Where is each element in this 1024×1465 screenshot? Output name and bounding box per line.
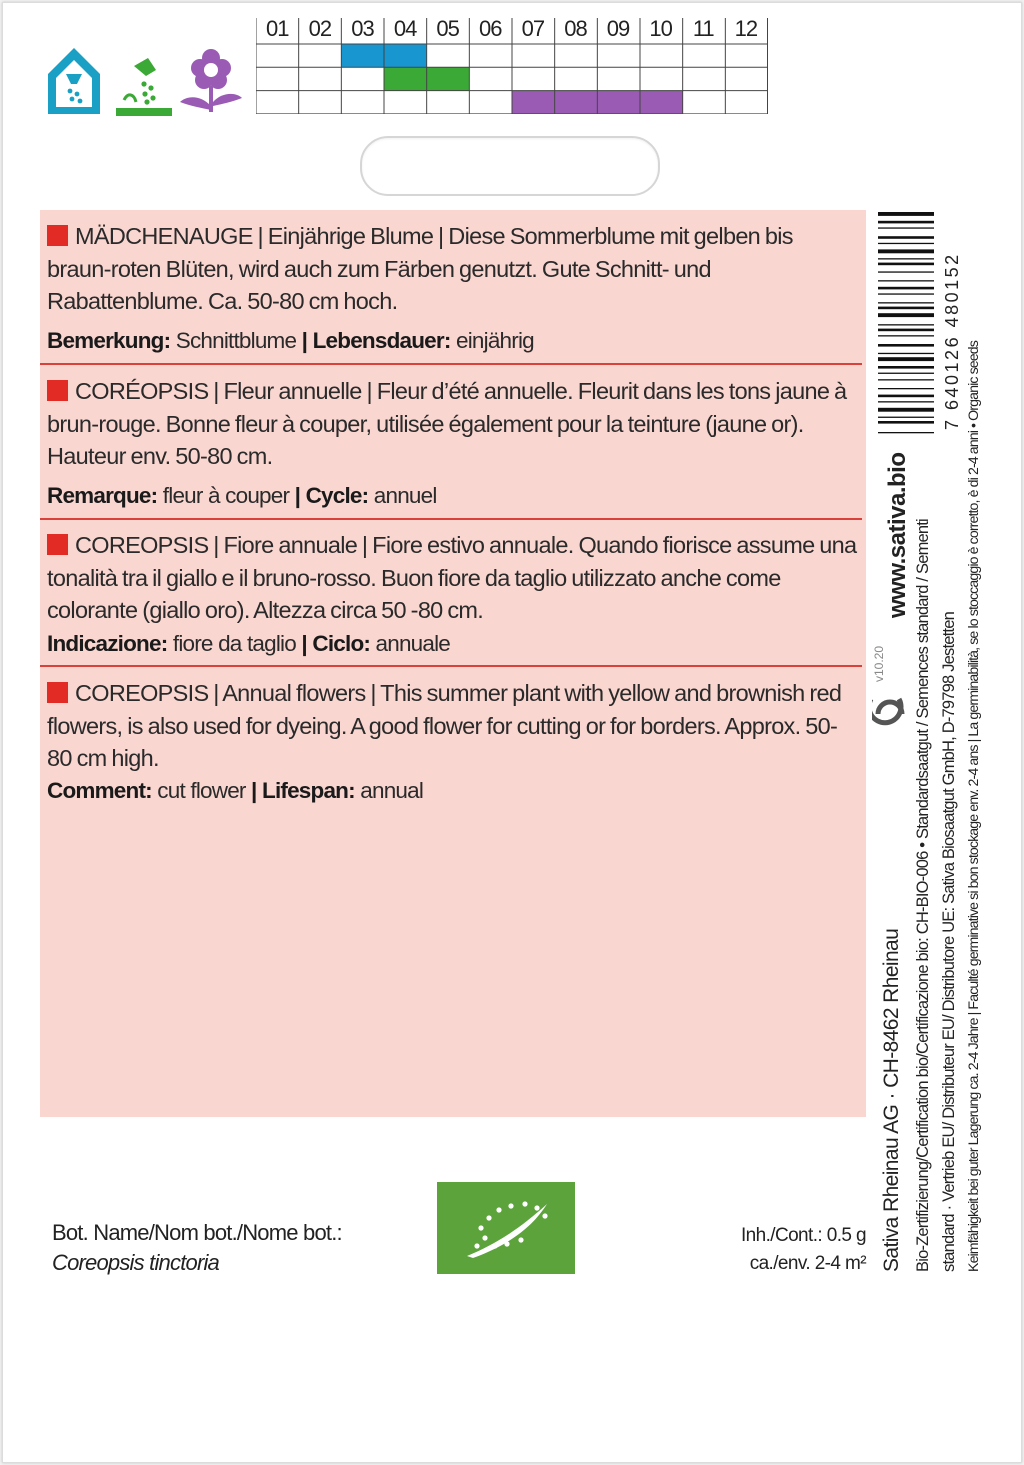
barcode-bar (878, 379, 934, 380)
month-label: 09 (606, 16, 630, 41)
section-it (47, 529, 859, 659)
note-separator: | (251, 777, 257, 803)
note-label: Lifespan: (256, 777, 355, 803)
version: v10.20 (872, 645, 886, 682)
content-info (741, 1222, 866, 1278)
month-label: 08 (564, 16, 587, 41)
ce-icon (872, 688, 908, 734)
barcode-bar (878, 221, 934, 224)
calendar-grid (256, 14, 768, 114)
section-body: | Fiore annuale | Fiore estivo annuale. Quando fiorisce assume una tonalità tra il giallo e il bruno-rosso. Buon fiore da taglio utilizzato anche come colorante (giallo oro). Altezza circa 50 -80 cm. (47, 532, 857, 623)
barcode-bar (878, 249, 934, 253)
section-title: COREOPSIS (75, 532, 209, 558)
barcode-bar (878, 243, 934, 244)
red-square-icon (47, 225, 68, 246)
barcode-bar (878, 408, 934, 412)
red-square-icon (47, 380, 68, 401)
eu-leaf-icon (437, 1182, 575, 1274)
note-value: Schnittblume (170, 327, 302, 353)
barcode-number: 7 640126 480152 (942, 252, 962, 430)
note-value: annuale (370, 630, 451, 656)
barcode-bar (878, 388, 934, 389)
month-label: 02 (308, 16, 332, 41)
barcode-bar (878, 212, 934, 216)
barcode-bar (878, 313, 934, 317)
month-label: 10 (649, 16, 672, 41)
indoor-sowing-icon (44, 44, 104, 118)
content-area: ca./env. 2-4 m² (749, 1253, 866, 1274)
barcode-bar (878, 344, 934, 347)
red-square-icon (47, 534, 68, 555)
month-label: 06 (479, 16, 502, 41)
note-label: Cycle: (300, 482, 369, 508)
flowering-icon (178, 44, 244, 118)
note-separator: | (301, 327, 308, 353)
note-value: annuel (368, 482, 437, 508)
barcode-bar (878, 271, 934, 272)
germination-line: Keimfähigkeit bei guter Lagerung ca. 2-4 Jahre | Faculté germinative si bon stockage env. 2-4 ans | La germinabilità, se lo stoccaggio è corretto, è di 2-4 anni • Organic seeds (966, 341, 982, 1272)
note-label: Indicazione: (47, 630, 168, 656)
note-label: Comment: (47, 777, 152, 803)
barcode-bar (878, 329, 934, 332)
month-label: 12 (734, 16, 758, 41)
barcode-bar (878, 293, 934, 294)
section-body: | Fleur annuelle | Fleur d’été annuelle. Fleurit dans les tons jaune à brun-rouge. Bonne fleur à couper, utilisée également pour la teinture (jaune or). Hauteur env. 50-80 cm. (47, 378, 847, 469)
month-label: 03 (351, 16, 374, 41)
section-body: | Annual flowers | This summer plant with yellow and brownish red flowers, is also used for dyeing. A good flower for cutting or for borders. Approx. 50-80 cm high. (47, 680, 842, 771)
note-separator: | (294, 482, 301, 508)
barcode-bar (878, 227, 934, 228)
eu-organic-logo (437, 1182, 575, 1274)
section-de (47, 220, 859, 356)
distributor-line: standard · Vertrieb EU/ Distributeur EU/ Distributore UE: Sativa Biosaatgut GmbH, D-79798 Jestetten (940, 612, 958, 1272)
barcode-bar (878, 395, 934, 398)
month-label: 01 (266, 16, 289, 41)
month-label: 11 (692, 16, 714, 41)
month-label: 05 (436, 16, 459, 41)
month-label: 04 (393, 16, 417, 41)
note-value: annual (354, 777, 424, 803)
botanical-name-block (52, 1218, 342, 1278)
barcode-bar (878, 324, 934, 325)
note-value: einjährig (450, 327, 534, 353)
barcode-bar (878, 401, 934, 402)
certification-line: Bio-Zertifizierung/Certification bio/Certificazione bio: CH-BIO-006 • Standardsaatgut / Semences standard / Sementi (914, 519, 932, 1272)
section-body: | Einjährige Blume | Diese Sommerblume mit gelben bis braun-roten Blüten, wird auch zum Färben genutzt. Gute Schnitt- und Rabattenblume. Ca. 50-80 cm hoch. (47, 223, 793, 314)
barcode-bar (878, 287, 934, 290)
barcode-bar (878, 366, 934, 369)
barcode-bar (878, 280, 934, 281)
barcode-bar (878, 357, 934, 361)
barcode-bar (878, 353, 934, 354)
note-label: Lebensdauer: (307, 327, 451, 353)
hang-hole (360, 136, 660, 196)
note-label: Bemerkung: (47, 327, 171, 353)
barcode-bar (878, 432, 934, 433)
section-title: MÄDCHENAUGE (75, 223, 253, 249)
note-value: fleur à couper (157, 482, 295, 508)
section-en (47, 677, 859, 806)
botanical-label: Bot. Name/Nom bot./Nome bot.: (52, 1220, 342, 1245)
website: www.sativa.bio (884, 452, 911, 618)
barcode-bar (878, 373, 934, 374)
sowing-calendar (256, 14, 768, 114)
section-divider (40, 665, 862, 667)
note-value: cut flower (151, 777, 252, 803)
section-fr (47, 375, 859, 511)
barcode-bar (878, 236, 934, 239)
section-divider (40, 518, 862, 520)
barcode (878, 212, 940, 438)
calendar-legend-icons (44, 44, 244, 120)
note-value: fiore da taglio (167, 630, 302, 656)
section-title: CORÉOPSIS (75, 378, 209, 404)
content-weight: Inh./Cont.: 0.5 g (741, 1225, 866, 1246)
note-label: Ciclo: (306, 630, 371, 656)
outdoor-sowing-icon (114, 44, 174, 118)
barcode-bar (878, 258, 934, 259)
section-divider (40, 363, 862, 365)
note-label: Remarque: (47, 482, 158, 508)
ce-mark (872, 688, 908, 734)
month-label: 07 (521, 16, 545, 41)
description-panel (40, 210, 866, 1117)
barcode-bar (878, 263, 934, 266)
barcode-bar (878, 307, 934, 310)
section-title: COREOPSIS (75, 680, 209, 706)
barcode-bar (878, 335, 934, 336)
red-square-icon (47, 682, 68, 703)
barcode-bar (878, 302, 934, 303)
botanical-name: Coreopsis tinctoria (52, 1250, 219, 1275)
barcode-bar (878, 417, 934, 418)
barcode-bar (878, 421, 934, 424)
company-address: Sativa Rheinau AG · CH-8462 Rheinau (880, 928, 903, 1272)
note-separator: | (301, 630, 307, 656)
